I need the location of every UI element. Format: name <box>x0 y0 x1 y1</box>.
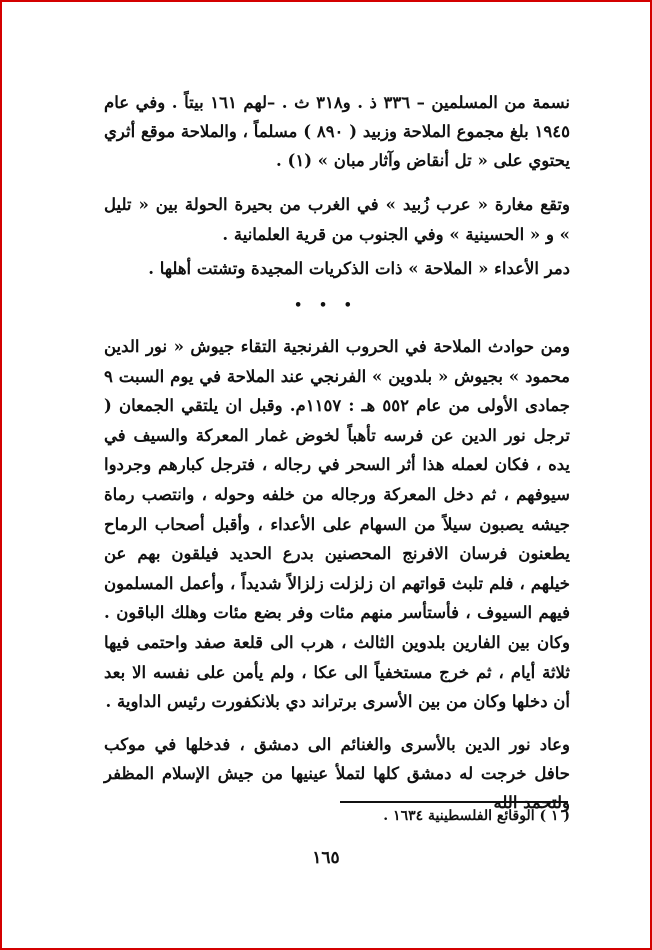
section-separator: • • • <box>294 298 358 313</box>
paragraph-population: نسمة من المسلمين – ٣٣٦ ذ . و٣١٨ ث . –لهم ١٦١ بيتاً . وفي عام ١٩٤٥ بلغ مجموع الملاحة وزبيد ( ٨٩٠ ) مسلماً ، والملاحة موقع أثري يحتوي على « تل أنقاض وآثار مبان » (١) . <box>104 93 571 170</box>
footnote-divider <box>340 801 568 803</box>
page-number: ١٦٥ <box>312 848 340 868</box>
footnote: ( ١ ) الوقائع الفلسطينية ١٦٣٤ . <box>383 808 570 824</box>
paragraph-battle: ومن حوادث الملاحة في الحروب الفرنجية التقاء جيوش « نور الدين محمود » بجيوش « بلدوين » الفرنجي عند الملاحة في يوم السبت ٩ جمادى الأولى من عام ٥٥٢ هـ : ١١٥٧م. وقبل ان يلتقي الجمعان ( ترجل نور الدين عن فرسه تأهباً لخوض غمار المعركة والسيف في يده ، فكان لعمله هذا أثر السحر في رجاله ، فترجل كبارهم وجردوا سيوفهم ، ثم دخل المعركة ورجاله من خلفه وحوله ، وانتصب رماة جيشه يصبون سيلاً من السهام على الأعداء ، وأقبل أصحاب الرماح يطعنون فرسان الافرنج المحصنين بدرع الحديد فيلقون بهم عن خيلهم ، فلم تلبث قواتهم ان زلزلت زلزالاً شديداً ، وأعمل المسلمون فيهم السيوف ، فأستأسر منهم مئات وفر بضع مئات وهلك الباقون . وكان بين الفارين بلدوين الثالث ، هرب الى قلعة صفد واحتمى فيها ثلاثة أيام ، ثم خرج مستخفياً الى عكا ، ولم يأمن على نفسه الا بعد أن دخلها وكان من بين الأسرى برتراند دي بلانكفورت رئيس الداوية . <box>104 337 570 712</box>
paragraph-return: وعاد نور الدين بالأسرى والغنائم الى دمشق ، فدخلها في موكب حافل خرجت له دمشق كلها لتملأ عينيها من جيش الإسلام المظفر ولتحمد الله <box>104 735 570 812</box>
paragraph-cave-location: وتقع مغارة « عرب زُبيد » في الغرب من بحيرة الحولة بين « تليل » و « الحسينية » وفي الجنوب من قرية العلمانية . <box>104 195 570 244</box>
paragraph-destruction: دمر الأعداء « الملاحة » ذات الذكريات المجيدة وتشتت أهلها . <box>148 259 570 278</box>
